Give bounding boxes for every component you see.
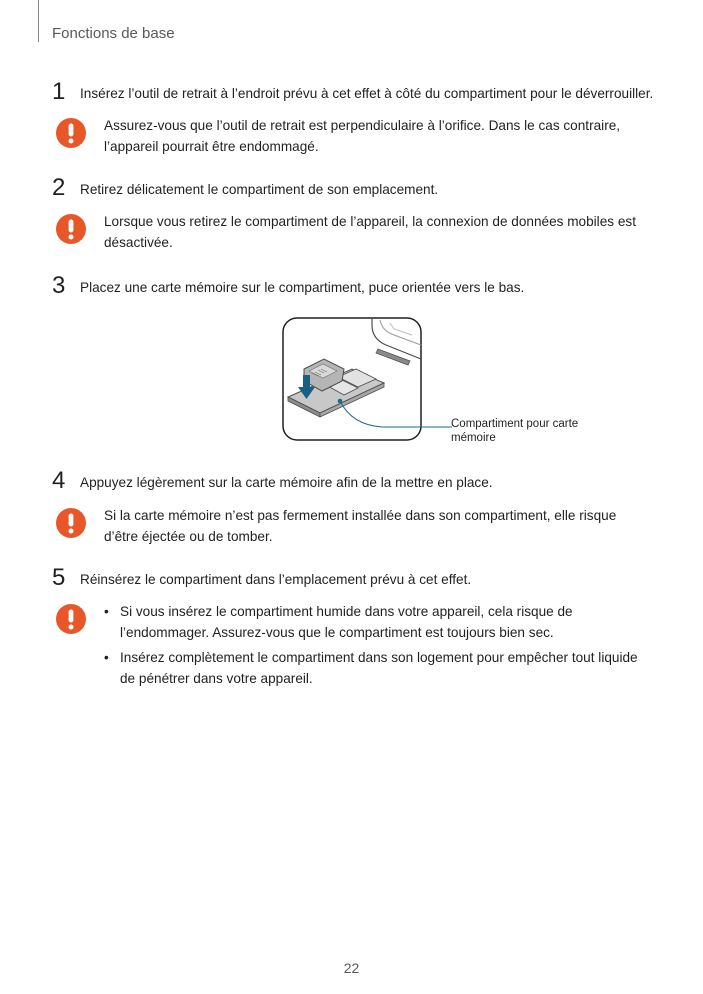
page-header: Fonctions de base xyxy=(52,25,175,42)
step-3-number: 3 xyxy=(52,272,66,299)
step-2-number: 2 xyxy=(52,174,66,201)
step-4-number: 4 xyxy=(52,467,66,494)
callout-line xyxy=(422,426,452,430)
caution-note-1: Assurez-vous que l’outil de retrait est perpendiculaire à l’orifice. Dans le cas contraire, l’appareil pourrait être endommagé. xyxy=(104,118,621,154)
bullet-marker: • xyxy=(104,650,109,665)
bullet-text: Insérez complètement le compartiment dans son logement pour empêcher tout liquide de pénétrer dans votre appareil. xyxy=(120,650,638,686)
figure-callout-label: Compartiment pour carte mémoire xyxy=(451,418,579,444)
caution-icon xyxy=(56,604,86,634)
bullet-text: Si vous insérez le compartiment humide dans votre appareil, cela risque de l’endommager. Assurez-vous que le compartiment est toujours bien sec. xyxy=(120,604,573,640)
caution-icon xyxy=(56,214,86,244)
sim-tray-illustration xyxy=(282,317,422,441)
page-number: 22 xyxy=(343,960,360,976)
step-5-text: Réinsérez le compartiment dans l’emplacement prévu à cet effet. xyxy=(80,572,472,587)
step-3-text: Placez une carte mémoire sur le compartiment, puce orientée vers le bas. xyxy=(80,280,525,295)
step-2-text: Retirez délicatement le compartiment de son emplacement. xyxy=(80,182,439,197)
caution-bullet-2 xyxy=(104,647,654,689)
caution-note-3: Si la carte mémoire n’est pas fermement installée dans son compartiment, elle risque d’être éjectée ou de tomber. xyxy=(104,508,617,544)
step-4-text: Appuyez légèrement sur la carte mémoire afin de la mettre en place. xyxy=(80,475,493,490)
step-1-number: 1 xyxy=(52,78,66,105)
caution-note-2: Lorsque vous retirez le compartiment de l’appareil, la connexion de données mobiles est désactivée. xyxy=(104,214,636,250)
caution-icon xyxy=(56,118,86,148)
step-1-text: Insérez l’outil de retrait à l’endroit prévu à cet effet à côté du compartiment pour le déverrouiller. xyxy=(80,86,654,101)
header-divider xyxy=(38,0,39,42)
caution-icon xyxy=(56,508,86,538)
caution-bullet-1 xyxy=(104,601,654,643)
bullet-marker: • xyxy=(104,604,109,619)
step-5-number: 5 xyxy=(52,564,66,591)
